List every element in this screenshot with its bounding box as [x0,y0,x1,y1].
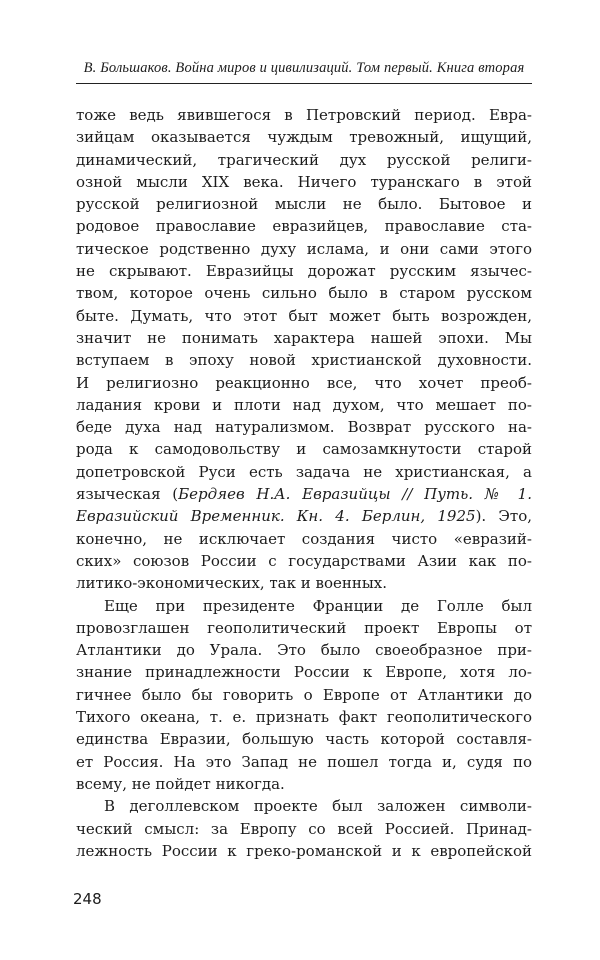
text-line: В деголлевском проекте был заложен символи- [104,797,532,816]
text-line: лежность России к греко-романской и к европейской [76,841,532,860]
text-line: Атлантики до Урала. Это было своеобразное при- [76,641,532,660]
text-line: провозглашен геополитический проект Европы от [76,618,532,637]
text-line: всему, не пойдет никогда. [76,774,285,793]
text-line: ческий смысл: за Европу со всей Россией. Принад- [76,819,532,838]
citation-line [76,483,532,505]
text-line: ет Россия. На это Запад не пошел тогда и, судя по [76,752,532,771]
text-line: беде духа над натурализмом. Возврат русского на- [76,418,532,437]
text-line: И религиозно реакционно все, что хочет преоб- [76,373,532,392]
text-line: вступаем в эпоху новой христианской духовности. [76,351,532,370]
text-line: тоже ведь явившегося в Петровский период. Евра- [76,106,532,124]
citation-text: Евразийский Временник. Кн. 4. Берлин, 1925 [76,507,476,526]
text-line: озной мысли XIX века. Ничего туранскаго в этой [76,172,532,191]
citation-trail-text: ). Это, [475,507,532,526]
text-line: гичнее было бы говорить о Европе от Атлантики до [76,685,532,704]
text-line: Еще при президенте Франции де Голле был [104,596,532,615]
body-text [76,104,532,862]
page-number: 248 [73,890,102,908]
text-line: быте. Думать, что этот быт может быть возрожден, [76,306,532,325]
text-line: русской религиозной мысли не было. Бытовое и [76,195,532,214]
citation-line [76,505,532,527]
running-head: В. Большаков. Война миров и цивилизаций. Том первый. Книга вторая [76,60,532,84]
text-line: ских» союзов России с государствами Азии как по- [76,551,532,570]
text-line: знание принадлежности России к Европе, хотя ло- [76,663,532,682]
text-line: тическое родственно духу ислама, и они сами этого [76,239,532,258]
text-line: не скрывают. Евразийцы дорожат русским язычес- [76,262,532,281]
citation-text: Бердяев Н.А. Евразийцы // Путь. № 1. [178,485,532,504]
text-line: твом, которое очень сильно было в старом русском [76,284,532,303]
text-line: Тихого океана, т. е. признать факт геополитического [76,708,532,727]
text-line: допетровской Руси есть задача не христианская, а [76,462,532,481]
text-line: литико-экономических, так и военных. [76,574,388,593]
text-line: динамический, трагический дух русской религи- [76,150,532,169]
text-line: значит не понимать характера нашей эпохи. Мы [76,328,532,347]
text-line: ладания крови и плоти над духом, что мешает по- [76,395,532,414]
text-line: зийцам оказывается чуждым тревожный, ищущий, [76,128,532,147]
citation-lead-text: языческая ( [76,485,179,504]
text-line: родовое православие евразийцев, православие ста- [76,217,532,236]
text-line: единства Евразии, большую часть которой составля- [76,730,532,749]
text-line: рода к самодовольству и самозамкнутости старой [76,440,532,459]
text-line: конечно, не исключает создания чисто «евразий- [76,529,532,548]
